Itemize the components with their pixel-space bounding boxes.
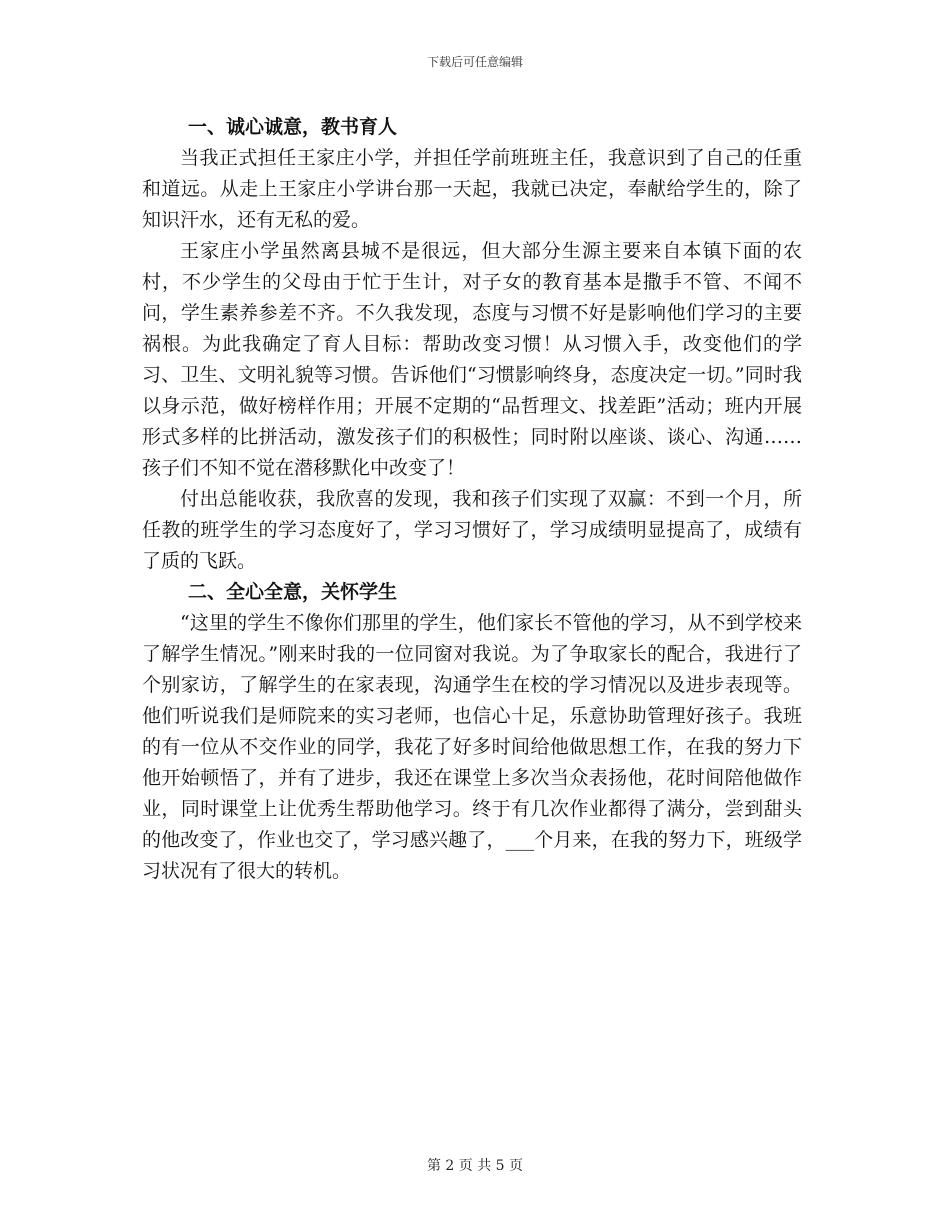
page-header: 下载后可任意编辑 — [426, 55, 523, 69]
section-heading: 二、全心全意，关怀学生 — [188, 581, 398, 603]
paragraph: 当我正式担任王家庄小学，并担任学前班班主任，我意识到了自己的任重和道远。从走上王家庄小学讲台那一天起，我就已决定，奉献给学生的，除了知识汗水，还有无私的爱。 — [142, 147, 802, 231]
paragraph: “这里的学生不像你们那里的学生，他们家长不管他的学习，从不到学校来了解学生情况。”刚来时我的一位同窗对我说。为了争取家长的配合，我进行了个别家访，了解学生的在家表现，沟通学生在校的学习情况以及进步表现等。他们听说我们是师院来的实习老师，也信心十足，乐意协助管理好孩子。我班的有一位从不交作业的同学，我花了好多时间给他做思想工作，在我的努力下他开始顿悟了，并有了进步，我还在课堂上多次当众表扬他，花时间陪他做作业，同时课堂上让优秀生帮助他学习。终于有几次作业都得了满分，尝到甜头的他改变了，作业也交了，学习感兴趣了，___个月来，在我的努力下，班级学习状况有了很大的转机。 — [142, 612, 802, 882]
document-body — [142, 112, 802, 887]
section-heading: 一、诚心诚意，教书育人 — [188, 116, 398, 138]
paragraph: 王家庄小学虽然离县城不是很远，但大部分生源主要来自本镇下面的农村，不少学生的父母由于忙于生计，对子女的教育基本是撒手不管、不闻不问，学生素养参差不齐。不久我发现，态度与习惯不好是影响他们学习的主要祸根。为此我确定了育人目标：帮助改变习惯！从习惯入手，改变他们的学习、卫生、文明礼貌等习惯。告诉他们“习惯影响终身，态度决定一切。”同时我以身示范，做好榜样作用；开展不定期的“品哲理文、找差距”活动；班内开展形式多样的比拼活动，激发孩子们的积极性；同时附以座谈、谈心、沟通……孩子们不知不觉在潜移默化中改变了！ — [142, 240, 802, 479]
page-number: 第 2 页 共 5 页 — [426, 1158, 524, 1174]
paragraph: 付出总能收获，我欣喜的发现，我和孩子们实现了双赢：不到一个月，所任教的班学生的学习态度好了，学习习惯好了，学习成绩明显提高了，成绩有了质的飞跃。 — [142, 488, 802, 572]
